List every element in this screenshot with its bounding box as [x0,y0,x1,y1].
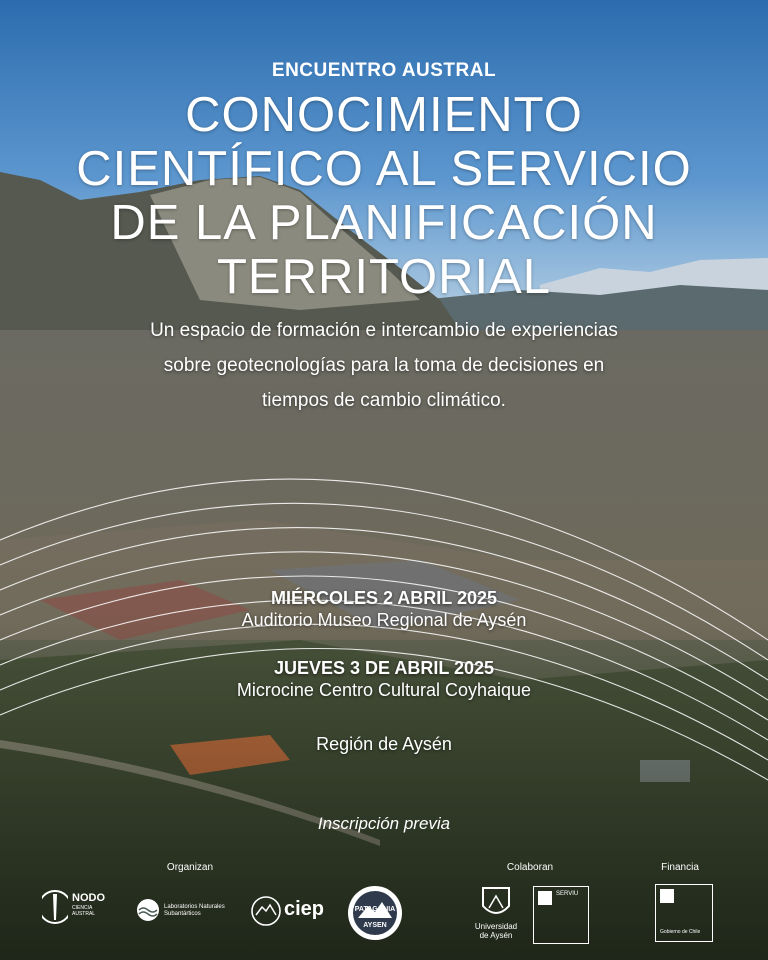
nodo-austral-icon [42,888,68,926]
universidad-aysen-logo [470,886,522,944]
patagonia-text: PATAGONIA [354,906,396,913]
nodo-text: NODO [72,892,105,904]
ciep-text: ciep [284,898,325,920]
serviu-text: SERVIU [556,891,579,897]
patagonia-sub: AYSEN [363,922,387,929]
colaboran-label: Colaboran [506,862,554,873]
day2-date: JUEVES 3 DE ABRIL 2025 [273,658,495,678]
day2-place: Microcine Centro Cultural Coyhaique [236,680,532,700]
title-line: CIENTÍFICO AL SERVICIO [76,142,692,196]
patagonia-aysen-logo [346,884,404,942]
anid-logo [655,884,713,942]
ciep-logo [250,895,330,927]
region-label: Región de Aysén [316,734,452,754]
event-title [0,88,768,304]
nodo-austral-logo [42,886,114,928]
event-subtitle: Un espacio de formación e intercambio de experiencias sobre geotecnologías para la toma de decisiones en tiempos de cambio climático. [150,320,618,411]
laboratorios-logo [136,896,236,926]
day1-place: Auditorio Museo Regional de Aysén [241,610,527,630]
wave-icon [136,898,160,922]
university-shield-icon [481,886,511,920]
title-line: DE LA PLANIFICACIÓN [110,196,658,250]
serviu-logo [533,886,589,944]
ciep-icon [250,895,282,927]
chile-star-icon [538,891,552,905]
patagonia-badge-icon [346,884,404,942]
title-line: TERRITORIAL [216,250,552,304]
day1-date: MIÉRCOLES 2 ABRIL 2025 [270,588,498,608]
registration-note: Inscripción previa [317,814,451,833]
title-line: CONOCIMIENTO [185,88,583,142]
financia-label: Financia [661,862,699,873]
chile-seal-icon [660,889,674,903]
organizan-label: Organizan [166,862,214,873]
anid-text: Gobierno de Chile [660,929,701,935]
event-kicker: ENCUENTRO AUSTRAL [271,60,497,81]
laboratorios-text: Laboratorios Naturales Subantárticos [164,904,225,917]
universidad-text: Universidad de Aysén [474,922,518,940]
nodo-sub: CIENCIA AUSTRAL [72,905,96,917]
